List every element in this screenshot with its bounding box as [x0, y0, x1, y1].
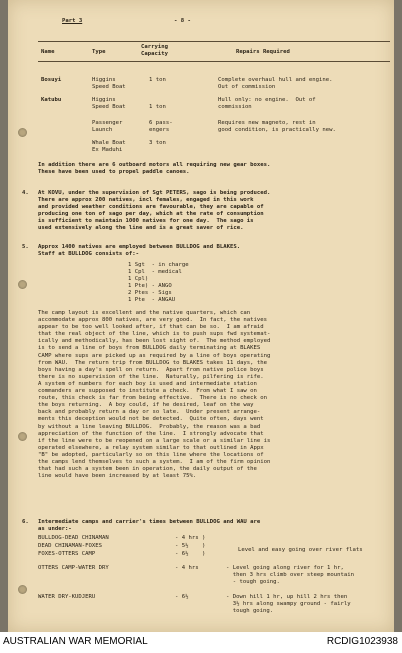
para-5-number: 5. [22, 244, 29, 250]
archive-footer [0, 632, 402, 653]
para-4-text: At KOVU, under the supervision of Sgt PETERS, sago is being produced. There are approx 200 natives, incl females, engaged in this work and provided weather conditions are favourable, they are capable of producing one ton of sago per day, which at the rate of consumption is sufficient to maintain 1000 natives for one day. The sago is used extensively along the line and is a great saver of rice. [38, 190, 271, 232]
col-name: Name [41, 49, 55, 55]
para-4-number: 4. [22, 190, 29, 196]
punch-hole [18, 128, 27, 137]
para-6-intro: Intermediate camps and carrier's times between BULLDOG and WAU are as under:- [38, 519, 261, 533]
col-capacity: Carrying Capacity [141, 44, 168, 58]
archive-id: RCDIG1023938 [326, 636, 398, 647]
part-label: Part 3 [62, 18, 83, 24]
punch-hole [18, 585, 27, 594]
table-note: In addition there are 6 outboard motors all requiring new gear boxes. These have been used to propel paddle canoes. [38, 162, 271, 176]
col-type: Type [92, 49, 106, 55]
para-5-intro: Approx 1400 natives are employed between BULLDOG and BLAKES. Staff at BULLDOG consists of:- [38, 244, 241, 258]
staff-list: 1 Sgt - in charge 1 Cpl - medical 1 Cpl) 1 Pte) - ANGO 2 Ptes - Sigs 1 Pte - ANGAU [128, 262, 189, 304]
document-page: Part 3 - 8 - Name Type Carrying Capacity Repairs Required Bosuyi Higgins Speed Boat 1 ton Complete overhaul hull and engine. Out of commission Katubu Higgins Speed Boat 1 ton Hull only: no engine. Out of commission Passenger Launch 6 pass- engers Requires new magneto, rest in good condition, is practically new. Whale Boat Ex Maduhi 3 ton In addition there are 6 outboard motors all requiring new gear boxes. These have been used to propel paddle canoes. 4. At KOVU, under the supervision of Sgt PETERS, sago is being produced. There are approx 200 natives, incl females, engaged in this work and provided weather conditions are favourable, they are capable of producing one ton of sago per day, which at the rate of consumption is sufficient to maintain 1000 natives for one day. The sago is used extensively along the line and is a great saver of rice. 5. Approx 1400 natives are employed between BULLDOG and BLAKES. Staff at BULLDOG consists of:- 1 Sgt - in charge 1 Cpl - medical 1 Cpl) 1 Pte) - ANGO 2 Ptes - Sigs 1 Pte - ANGAU The camp layout is excellent and the native quarters, which can accommodate approx 800 natives, are very good. In fact, the natives appear to be too well looked after, if that can be so. I am afraid that the real object of the line, which is to push sups fwd systemat- ically and methodically, has been lost sight of. The method employed is to send a line of boys from BULLDOG daily terminating at BLAKES CAMP where sups are picked up as required by a line of boys operating from WAU. The return trip from BULLDOG to BLAKES takes 11 days, the boys having a day's spell on return. Apart from native police boys there is no supervision of the line. Naturally, pilfering is rife. A system of numbers for each boy is used and intermediate station commanders are supposed to institute a check. From what I saw on route, this check is far from being effective. There is no check on the boys returning. A boy could, if he desired, leaf on the way back and probably return a day or so late. Under present arrange- ments this deception would not be detected. Quite often, days went by without a line leaving BULLDOG. Probably, the reason was a bad appreciation of the function of the line. I strongly advocate that if the line were to be reopened on a large scale or a similar line is operated elsewhere, a relay system similar to that outlined in Appx "B" be adopted, particularly so on this line where the locations of the camps lend themselves to such a system. I am of the firm opinion that had such a system been in operation, the daily output of the line would have been increased by at least 75%. 6. Intermediate camps and carrier's times between BULLDOG and WAU are as under:- BULLDOG-DEAD CHINAMAN - 4 hrs ) DEAD CHINAMAN-FOXES - 5½ ) Level and easy going over river flats FOXES-OTTERS CAMP - 6½ ) OTTERS CAMP-WATER DRY - 4 hrs - Level going along river for 1 hr, then 3 hrs climb over steep mountain - tough going. WATER DRY-KUDJERU - 6½ - Down hill 1 hr, up hill 2 hrs then 3½ hrs along swampy ground - fairly tough going. [8, 0, 394, 632]
col-repairs: Repairs Required [236, 49, 290, 55]
table-rule-top [38, 41, 390, 42]
para-6-number: 6. [22, 519, 29, 525]
para-5-body: The camp layout is excellent and the native quarters, which can accommodate approx 800 natives, are very good. In fact, the natives appear to be too well looked after, if that can be so. I am afraid that the real object of the line, which is to push sups fwd systemat- ically and methodically, has been lost sight of. The method employed is to send a line of boys from BULLDOG daily terminating at BLAKES CAMP where sups are picked up as required by a line of boys operating from WAU. The return trip from BULLDOG to BLAKES takes 11 days, the boys having a day's spell on return. Apart from native police boys there is no supervision of the line. Naturally, pilfering is rife. A system of numbers for each boy is used and intermediate station commanders are supposed to institute a check. From what I saw on route, this check is far from being effective. There is no check on the boys returning. A boy could, if he desired, leaf on the way back and probably return a day or so late. Under present arrange- ments this deception would not be detected. Quite often, days went by without a line leaving BULLDOG. Probably, the reason was a bad appreciation of the function of the line. I strongly advocate that if the line were to be reopened on a large scale or a similar line is operated elsewhere, a relay system similar to that outlined in Appx "B" be adopted, particularly so on this line where the locations of the camps lend themselves to such a system. I am of the firm opinion that had such a system been in operation, the daily output of the line would have been increased by at least 75%. [38, 310, 271, 480]
punch-hole [18, 432, 27, 441]
archive-name: AUSTRALIAN WAR MEMORIAL [3, 636, 148, 647]
table-rule-header [38, 61, 390, 62]
page-number: - 8 - [174, 18, 191, 24]
punch-hole [18, 280, 27, 289]
